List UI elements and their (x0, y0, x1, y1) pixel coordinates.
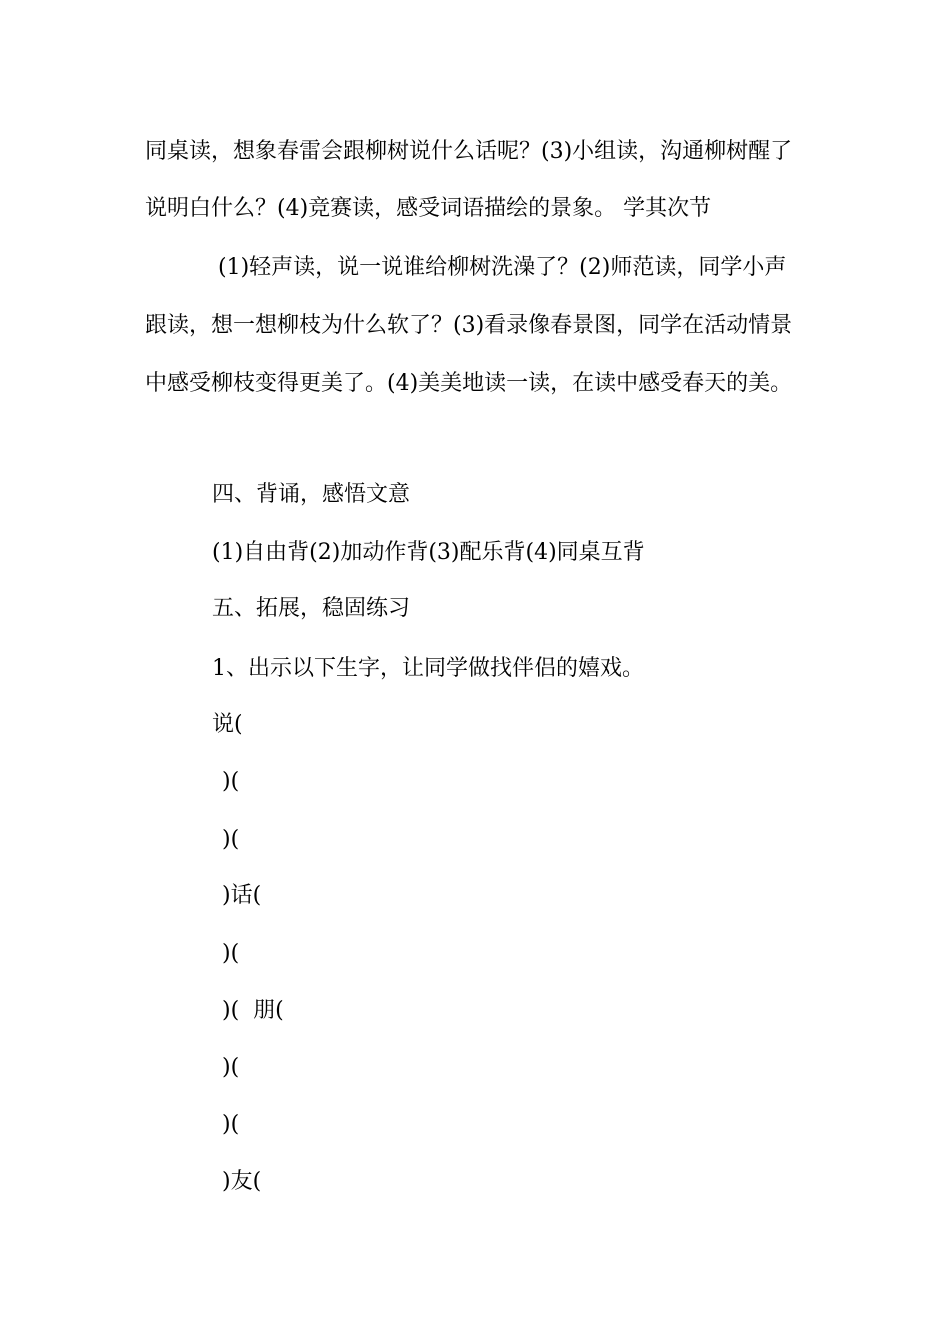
blank-line: )( (222, 827, 240, 852)
paragraph-line: (1)轻声读，说一说谁给柳树洗澡了？(2)师范读，同学小声 (218, 255, 787, 280)
blank-line: )( (222, 941, 240, 966)
blank-line: 说( (212, 712, 243, 737)
blank-line: )( (222, 769, 240, 794)
blank-line: )( (222, 1055, 240, 1080)
blank-line: )话( (222, 883, 262, 908)
blank-line: )友( (222, 1169, 262, 1194)
steps-line: (1)自由背(2)加动作背(3)配乐背(4)同桌互背 (212, 540, 645, 565)
paragraph-line: 说明白什么？(4)竞赛读，感受词语描绘的景象。 学其次节 (145, 196, 712, 221)
section-heading: 四、背诵，感悟文意 (212, 482, 411, 507)
paragraph-line: 同桌读，想象春雷会跟柳树说什么话呢？(3)小组读，沟通柳树醒了 (145, 139, 793, 164)
section-heading: 五、拓展，稳固练习 (212, 596, 411, 621)
blank-line: )( (222, 1112, 240, 1137)
paragraph-line: 中感受柳枝变得更美了。(4)美美地读一读，在读中感受春天的美。 (145, 371, 793, 396)
blank-line: )( 朋( (222, 998, 284, 1023)
paragraph-line: 跟读，想一想柳枝为什么软了？(3)看录像春景图，同学在活动情景 (145, 313, 793, 338)
exercise-item: 1、出示以下生字，让同学做找伴侣的嬉戏。 (212, 656, 644, 681)
